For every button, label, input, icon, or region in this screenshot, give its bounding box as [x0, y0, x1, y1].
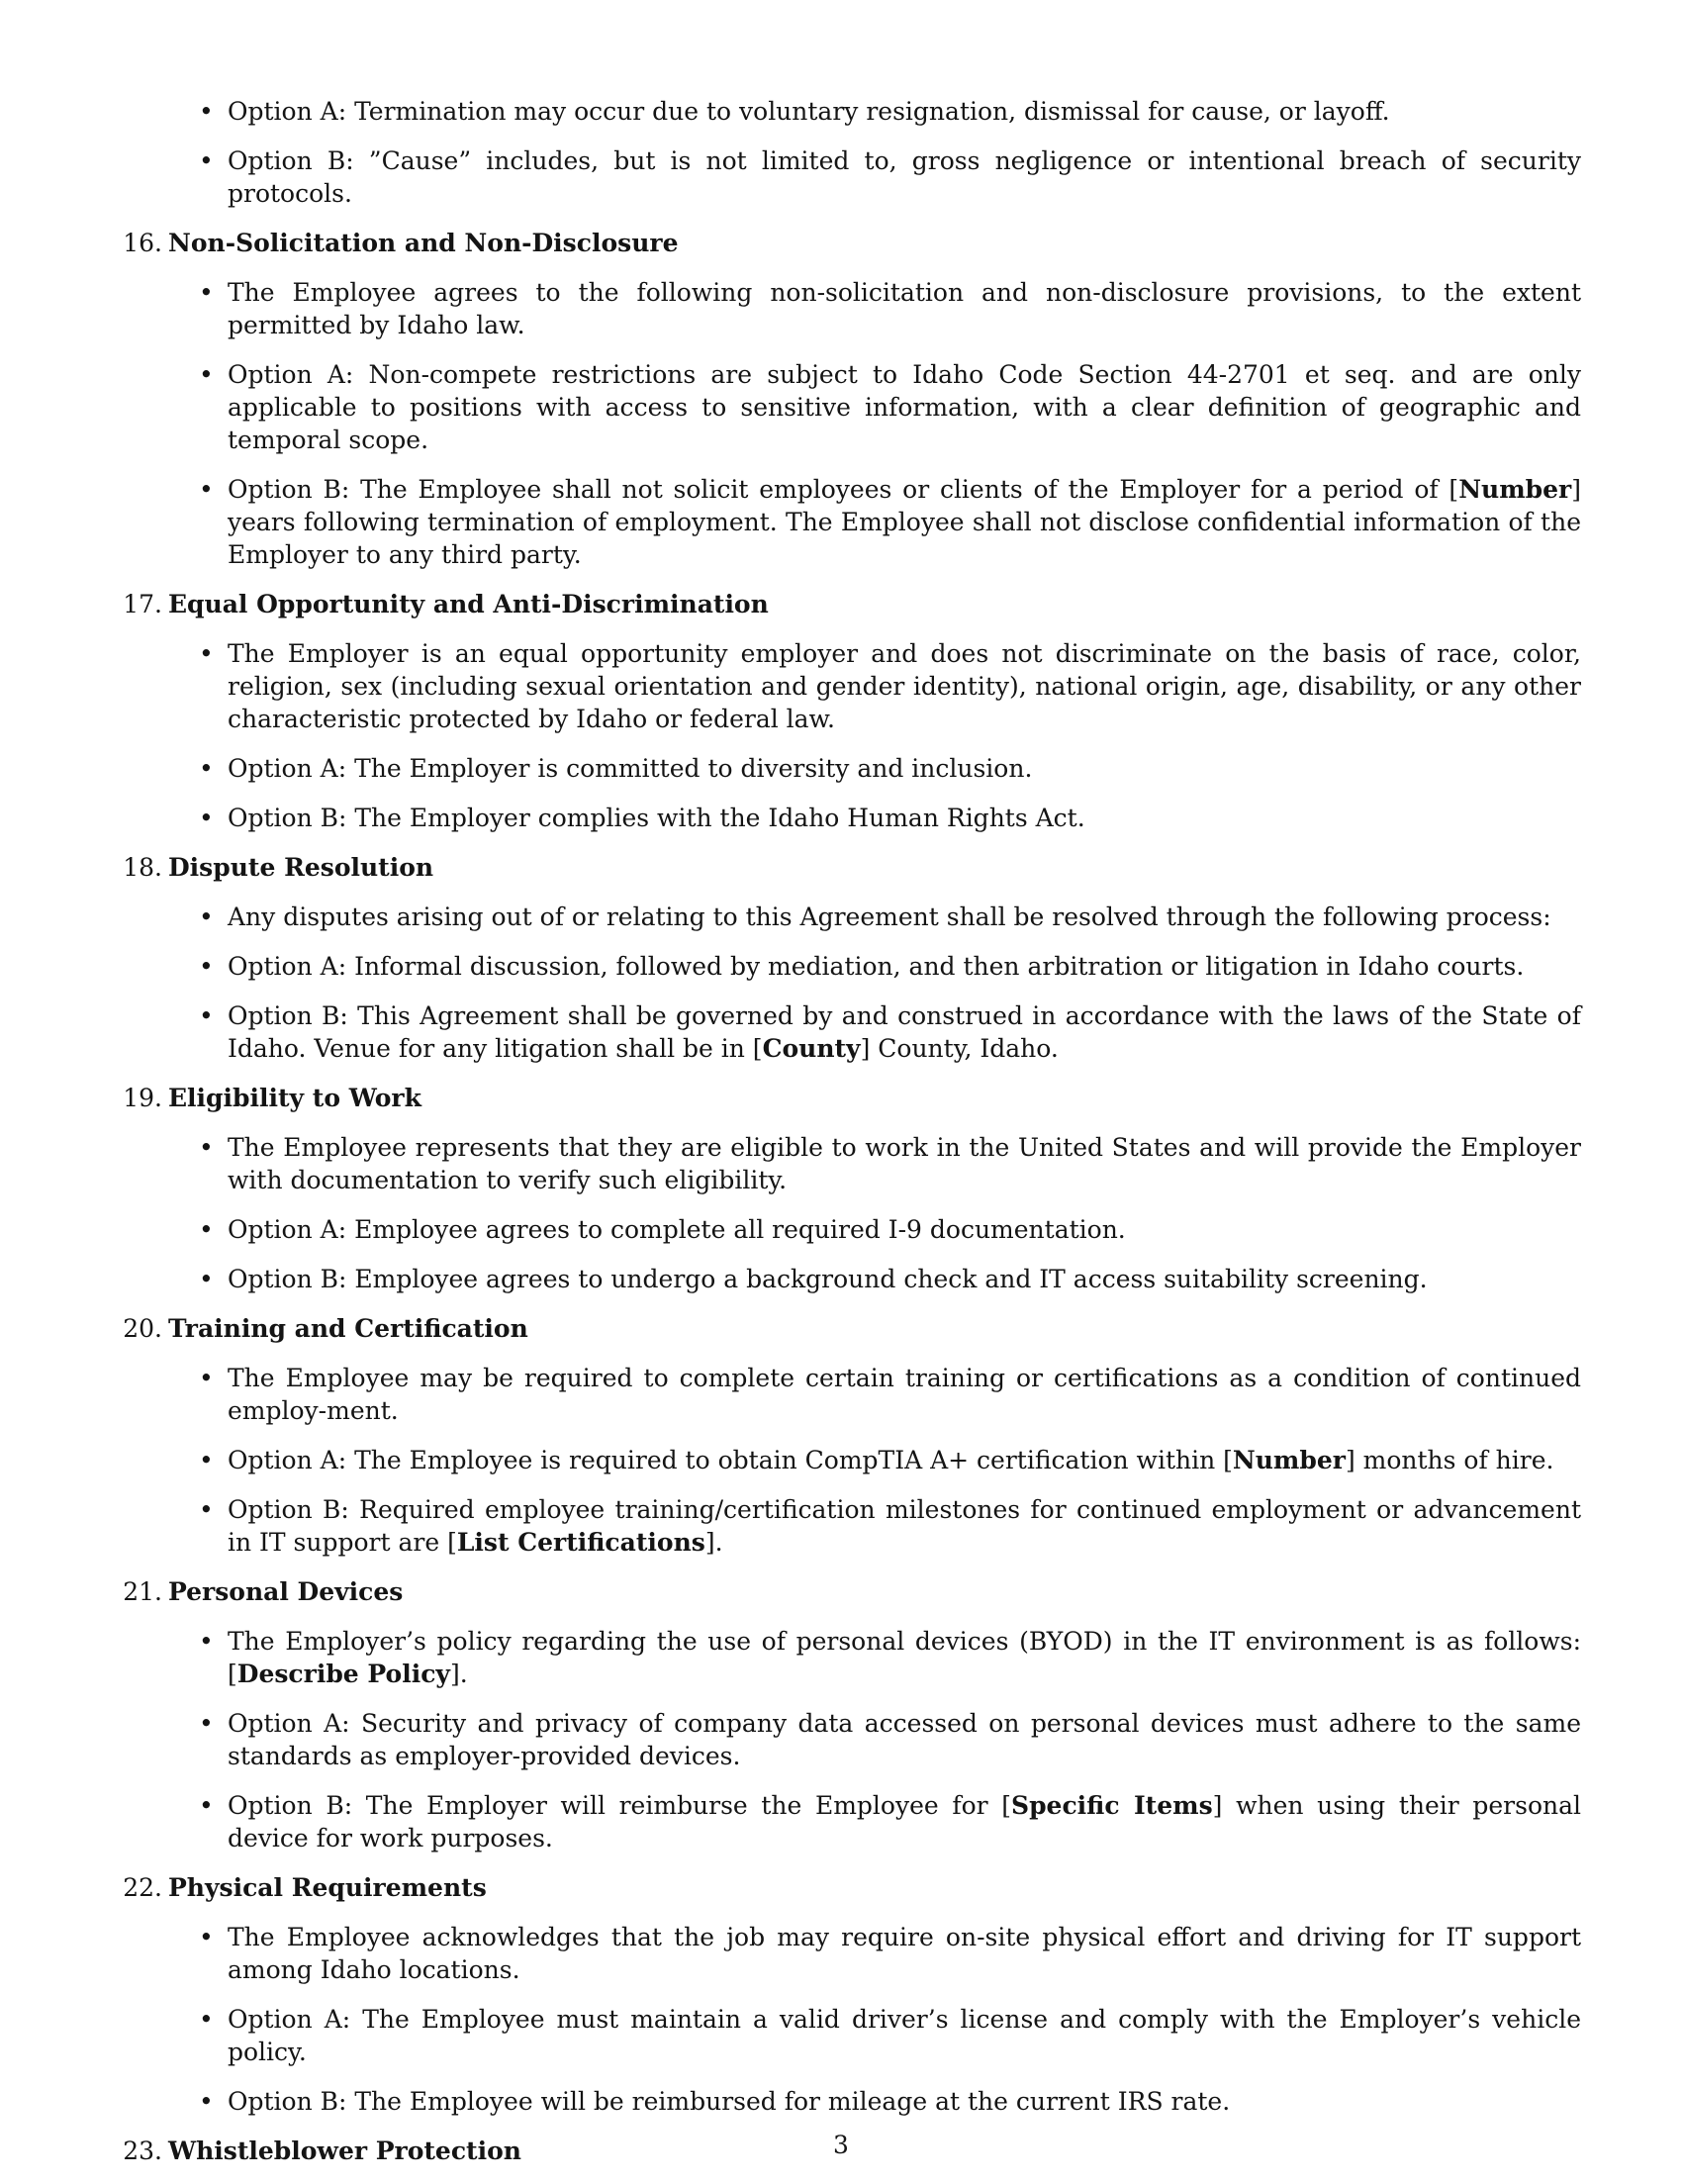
section-number: 23. — [123, 2137, 162, 2165]
text-run: ] years following termination of employment. The Employee shall not disclose confidential information of the Employer to any third party. — [228, 475, 1581, 569]
section — [117, 1575, 1581, 1854]
bullet-item — [117, 1789, 1581, 1854]
placeholder-field: Number — [1458, 475, 1572, 504]
bullet-item — [117, 1213, 1581, 1246]
section-bullet-list — [117, 1625, 1581, 1854]
text-run: Option B: ”Cause” includes, but is not limited to, gross negligence or intentional breach of security protocols. — [228, 146, 1581, 208]
leading-bullet-list — [117, 95, 1581, 210]
section-list — [117, 227, 1581, 2167]
bullet-item — [117, 637, 1581, 735]
text-run: ]. — [449, 1660, 468, 1688]
bullet-item — [117, 1625, 1581, 1690]
section — [117, 1871, 1581, 2118]
bullet-item — [117, 999, 1581, 1065]
text-run: Option A: Security and privacy of company data accessed on personal devices must adhere to the same standards as employer-provided devices. — [228, 1709, 1581, 1770]
bullet-item — [117, 2003, 1581, 2068]
bullet-item — [117, 1707, 1581, 1772]
bullet-item — [117, 802, 1581, 834]
bullet-item — [117, 276, 1581, 341]
section-title: Physical Requirements — [168, 1873, 487, 1902]
text-run: Option B: The Employer will reimburse the Employee for [ — [228, 1791, 1012, 1820]
bullet-item — [117, 752, 1581, 785]
bullet-item — [117, 950, 1581, 983]
section-number: 22. — [123, 1873, 162, 1902]
section-heading — [117, 588, 1581, 620]
text-run: The Employee may be required to complete certain training or certifications as a condition of continued employ-ment. — [228, 1364, 1581, 1425]
bullet-item — [117, 1493, 1581, 1559]
text-run: Option A: The Employee is required to obtain CompTIA A+ certification within [ — [228, 1446, 1233, 1474]
section-title: Whistleblower Protection — [168, 2137, 521, 2165]
section-heading — [117, 1082, 1581, 1114]
section-heading — [117, 227, 1581, 259]
section-number: 21. — [123, 1577, 162, 1606]
text-run: Option A: The Employer is committed to diversity and inclusion. — [228, 754, 1033, 783]
section-title: Non-Solicitation and Non-Disclosure — [168, 229, 679, 257]
section-bullet-list — [117, 901, 1581, 1065]
text-run: ]. — [704, 1528, 723, 1557]
section-number: 19. — [123, 1084, 162, 1112]
section-heading — [117, 851, 1581, 884]
bullet-item — [117, 901, 1581, 933]
text-run: Option A: Termination may occur due to voluntary resignation, dismissal for cause, or layoff. — [228, 97, 1390, 126]
document-body — [117, 95, 1581, 2184]
text-run: The Employee represents that they are eligible to work in the United States and will provide the Employer with documentation to verify such eligibility. — [228, 1133, 1581, 1194]
text-run: Option B: This Agreement shall be governed by and construed in accordance with the laws of the State of Idaho. Venue for any litigation shall be in [ — [228, 1001, 1581, 1063]
section-number: 16. — [123, 229, 162, 257]
section-number: 17. — [123, 590, 162, 618]
bullet-item — [117, 473, 1581, 571]
section-number: 18. — [123, 853, 162, 882]
bullet-item — [117, 1131, 1581, 1196]
section-title: Dispute Resolution — [168, 853, 434, 882]
bullet-item — [117, 358, 1581, 456]
text-run: ] County, Idaho. — [860, 1034, 1059, 1063]
section — [117, 1082, 1581, 1295]
placeholder-field: List Certifications — [456, 1528, 705, 1557]
text-run: Any disputes arising out of or relating to this Agreement shall be resolved through the following process: — [228, 902, 1551, 931]
text-run: The Employer is an equal opportunity employer and does not discriminate on the basis of race, color, religion, sex (including sexual orientation and gender identity), national origin, age, disability, or any other characteristic protected by Idaho or federal law. — [228, 639, 1581, 733]
section-title: Equal Opportunity and Anti-Discrimination — [168, 590, 769, 618]
section — [117, 851, 1581, 1065]
placeholder-field: County — [762, 1034, 861, 1063]
text-run: Option B: The Employee shall not solicit employees or clients of the Employer for a period of [ — [228, 475, 1459, 504]
bullet-item — [117, 1921, 1581, 1986]
section-title: Training and Certification — [168, 1314, 528, 1343]
section-bullet-list — [117, 1921, 1581, 2118]
section-bullet-list — [117, 1362, 1581, 1559]
section — [117, 588, 1581, 834]
section-title: Eligibility to Work — [168, 1084, 421, 1112]
text-run: The Employer’s policy regarding the use of personal devices (BYOD) in the IT environment is as follows: [ — [228, 1627, 1581, 1688]
section-heading — [117, 1575, 1581, 1608]
section — [117, 227, 1581, 571]
bullet-item — [117, 2085, 1581, 2118]
page-number: 3 — [833, 2131, 849, 2159]
placeholder-field: Specific Items — [1011, 1791, 1213, 1820]
text-run: Option A: Employee agrees to complete all required I-9 documentation. — [228, 1215, 1126, 1244]
section-heading — [117, 1871, 1581, 1904]
section-bullet-list — [117, 1131, 1581, 1295]
text-run: Option B: The Employee will be reimbursed for mileage at the current IRS rate. — [228, 2087, 1231, 2116]
text-run: Option B: The Employer complies with the Idaho Human Rights Act. — [228, 804, 1085, 832]
section-heading — [117, 1312, 1581, 1345]
bullet-item — [117, 144, 1581, 210]
section-bullet-list — [117, 276, 1581, 571]
placeholder-field: Number — [1232, 1446, 1346, 1474]
bullet-item — [117, 1362, 1581, 1427]
text-run: ] months of hire. — [1345, 1446, 1554, 1474]
text-run: Option A: The Employee must maintain a valid driver’s license and comply with the Employer’s vehicle policy. — [228, 2005, 1581, 2066]
bullet-item — [117, 1263, 1581, 1295]
placeholder-field: Describe Policy — [236, 1660, 450, 1688]
bullet-item — [117, 1444, 1581, 1476]
section-title: Personal Devices — [168, 1577, 404, 1606]
section-number: 20. — [123, 1314, 162, 1343]
text-run: Option A: Informal discussion, followed by mediation, and then arbitration or litigation in Idaho courts. — [228, 952, 1525, 981]
section — [117, 1312, 1581, 1559]
text-run: Option B: Employee agrees to undergo a background check and IT access suitability screening. — [228, 1265, 1428, 1293]
text-run: ] when using their personal device for work purposes. — [228, 1791, 1581, 1852]
text-run: Option A: Non-compete restrictions are subject to Idaho Code Section 44-2701 et seq. and are only applicable to positions with access to sensitive information, with a clear definition of geographic and temporal scope. — [228, 360, 1581, 454]
section-bullet-list — [117, 637, 1581, 834]
text-run: The Employee agrees to the following non-solicitation and non-disclosure provisions, to the extent permitted by Idaho law. — [228, 278, 1581, 339]
text-run: The Employee acknowledges that the job may require on-site physical effort and driving for IT support among Idaho locations. — [228, 1923, 1581, 1984]
bullet-item — [117, 95, 1581, 128]
text-run: Option B: Required employee training/certification milestones for continued employment or advancement in IT support are [ — [228, 1495, 1581, 1557]
